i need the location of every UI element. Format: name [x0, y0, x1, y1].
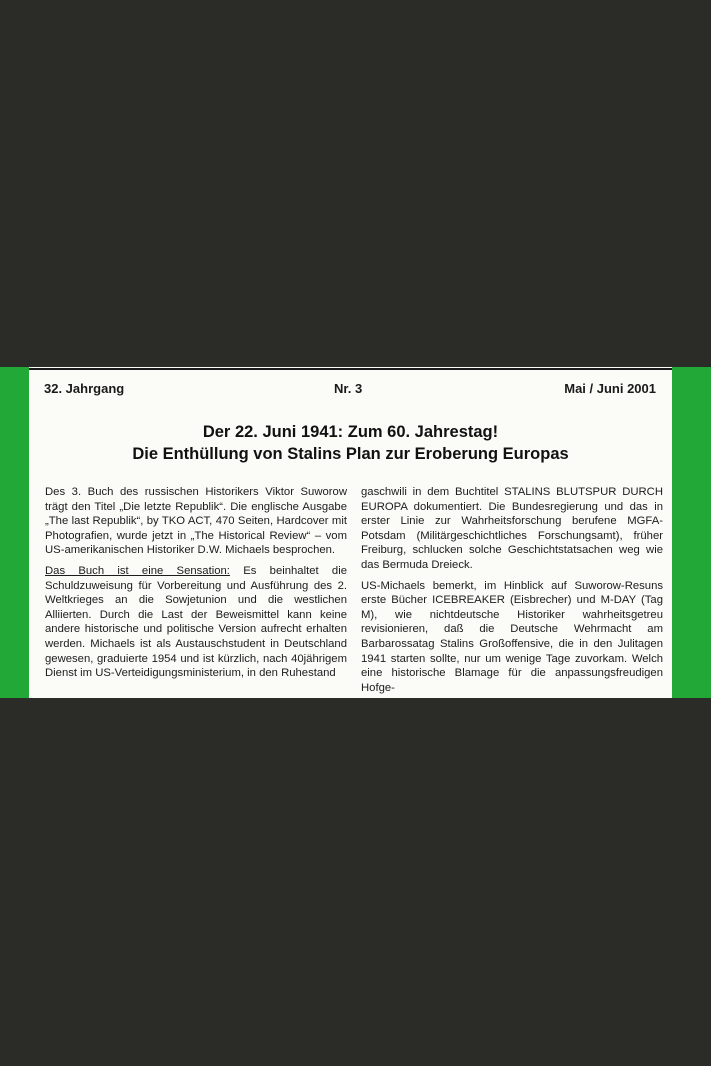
volume-label: 32. Jahrgang — [44, 381, 125, 396]
article-column-left — [45, 485, 347, 687]
paragraph: gaschwili in dem Buchtitel STALINS BLUTSPUR DURCH EUROPA dokumentiert. Die Bundesregierung und das in erster Linie zur Wahrheitsforschung berufene MGFA-Potsdam (Militärgeschichtliches Forschungsamt), früher Freiburg, schlucken solche Geschichtstatsachen weg wie das Bermuda Dreieck. — [361, 486, 663, 571]
issue-date: Mai / Juni 2001 — [564, 381, 656, 396]
article-headline — [29, 421, 672, 465]
article-column-right — [361, 485, 663, 698]
paragraph-lead: Das Buch ist eine Sensation: — [45, 564, 230, 577]
paragraph — [45, 564, 347, 681]
scanned-page-strip — [0, 367, 711, 698]
newspaper-page — [29, 367, 672, 698]
headline-line-2: Die Enthüllung von Stalins Plan zur Eroberung Europas — [132, 445, 569, 463]
paragraph: Des 3. Buch des russischen Historikers Viktor Suworow trägt den Titel „Die letzte Republik“. Die englische Ausgabe „The last Republik“, by TKO ACT, 470 Seiten, Hardcover mit Photografien, wurde jetzt in „The Historical Review“ – vom US-amerikanischen Historiker D.W. Michaels besprochen. — [45, 486, 347, 557]
masthead-line — [44, 381, 656, 397]
paragraph-body: Es beinhaltet die Schuldzuweisung für Vorbereitung und Ausführung des 2. Weltkrieges an die Sowjetunion und die westlichen Alliierten. Durch die Last der Beweismittel kann keine andere historische und politische Version aufrecht erhalten werden. Michaels ist als Austauschstudent in Deutschland gewesen, graduierte 1954 und ist kürzlich, nach 40jährigem Dienst im US-Verteidigungsministerium, in den Ruhestand — [45, 564, 348, 680]
issue-number: Nr. 3 — [334, 381, 363, 396]
paragraph: US-Michaels bemerkt, im Hinblick auf Suworow-Resuns erste Bücher ICEBREAKER (Eisbrecher) und M-DAY (Tag M), wie nichtdeutsche Historiker wahrheitsgetreu revisionieren, daß die Deutsche Wehrmacht am Barbarossatag Stalins Großoffensive, die in den Julitagen 1941 starten sollte, nur um wenige Tage zuvorkam. Welch eine historische Blamage für die anpassungsfreudigen Hofge- — [361, 579, 663, 694]
top-rule — [29, 368, 672, 370]
headline-line-1: Der 22. Juni 1941: Zum 60. Jahrestag! — [202, 423, 499, 441]
